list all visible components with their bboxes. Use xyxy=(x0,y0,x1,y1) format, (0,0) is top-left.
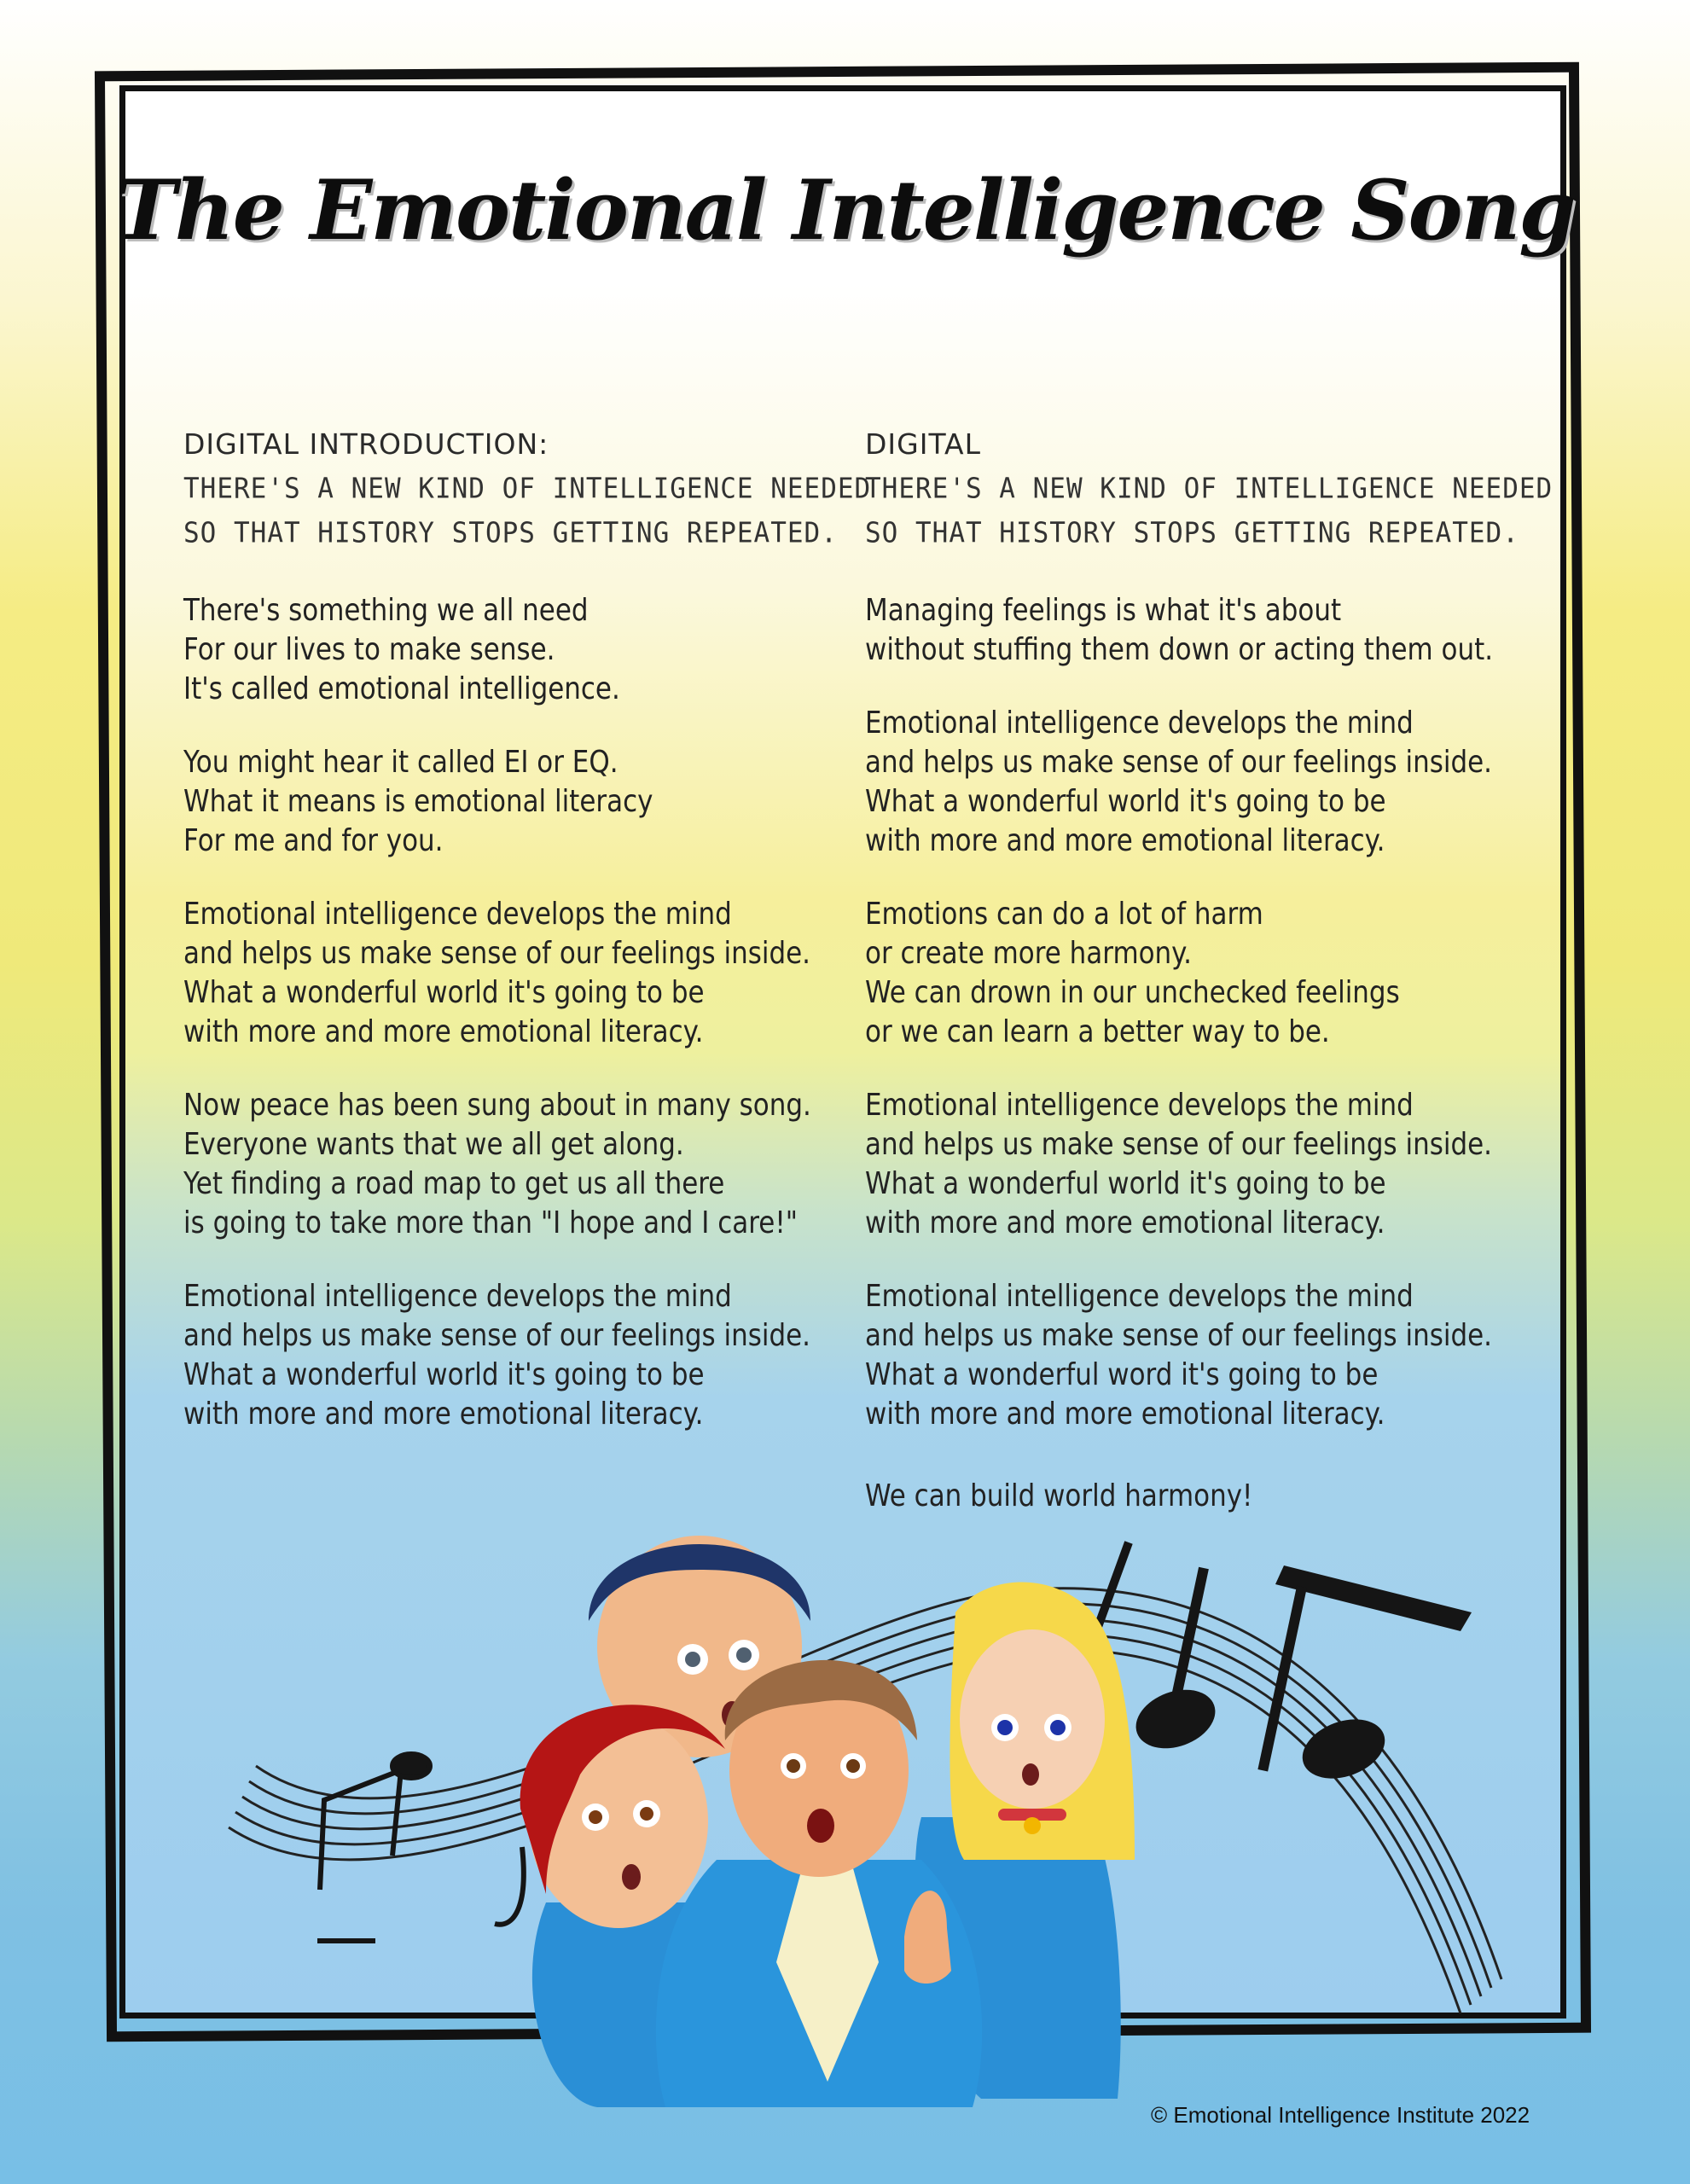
left-stanza-4 xyxy=(183,1086,866,1243)
right-stanza-1 xyxy=(865,591,1548,670)
copyright-notice: © Emotional Intelligence Institute 2022 xyxy=(1151,2102,1530,2128)
lyric-line: What a wonderful word it's going to be xyxy=(865,1357,1379,1392)
lyric-line: Emotional intelligence develops the mind xyxy=(865,1279,1414,1314)
lyric-line: with more and more emotional literacy. xyxy=(183,1397,704,1432)
left-heading: DIGITAL INTRODUCTION: xyxy=(183,427,549,461)
right-closing xyxy=(865,1477,1548,1516)
right-heading: DIGITAL xyxy=(865,427,982,461)
lyric-line: For our lives to make sense. xyxy=(183,632,555,667)
lyric-line: Emotional intelligence develops the mind xyxy=(183,897,732,932)
right-stanza-4 xyxy=(865,1086,1548,1243)
left-stanza-3 xyxy=(183,895,866,1052)
lyric-line: with more and more emotional literacy. xyxy=(865,823,1385,858)
right-stanza-3 xyxy=(865,895,1548,1052)
lyric-line: and helps us make sense of our feelings inside. xyxy=(865,745,1493,780)
closing-line: We can build world harmony! xyxy=(865,1478,1253,1513)
lyric-line: Yet finding a road map to get us all there xyxy=(183,1166,725,1201)
left-column xyxy=(183,0,872,1434)
lyric-line: Everyone wants that we all get along. xyxy=(183,1127,684,1162)
lyric-line: Emotional intelligence develops the mind xyxy=(865,706,1414,741)
lyric-line: Managing feelings is what it's about xyxy=(865,593,1342,628)
lyric-line: and helps us make sense of our feelings inside. xyxy=(183,936,811,971)
lyric-line: and helps us make sense of our feelings inside. xyxy=(183,1318,811,1353)
left-stanza-2 xyxy=(183,743,866,861)
lyric-line: We can drown in our unchecked feelings xyxy=(865,975,1400,1010)
right-digital-line: SO THAT HISTORY STOPS GETTING REPEATED. xyxy=(865,517,1519,549)
left-digital-line: SO THAT HISTORY STOPS GETTING REPEATED. xyxy=(183,517,838,549)
left-stanza-1 xyxy=(183,591,866,709)
lyric-line: What a wonderful world it's going to be xyxy=(865,1166,1386,1201)
lyric-line: For me and for you. xyxy=(183,823,444,858)
lyric-line: is going to take more than "I hope and I care!" xyxy=(183,1205,798,1240)
lyric-line: What it means is emotional literacy xyxy=(183,784,653,819)
lyric-line: and helps us make sense of our feelings inside. xyxy=(865,1318,1493,1353)
lyric-line: Emotional intelligence develops the mind xyxy=(183,1279,732,1314)
lyric-line: with more and more emotional literacy. xyxy=(865,1205,1385,1240)
left-stanza-5 xyxy=(183,1277,866,1434)
left-digital-line: THERE'S A NEW KIND OF INTELLIGENCE NEEDED xyxy=(183,473,872,505)
lyric-line: Emotions can do a lot of harm xyxy=(865,897,1263,932)
lyric-line: without stuffing them down or acting them out. xyxy=(865,632,1494,667)
song-title: The Emotional Intelligence Song xyxy=(115,162,1575,258)
lyric-line: There's something we all need xyxy=(183,593,589,628)
lyric-line: Emotional intelligence develops the mind xyxy=(865,1088,1414,1123)
lyric-line: What a wonderful world it's going to be xyxy=(183,975,705,1010)
lyric-line: or create more harmony. xyxy=(865,936,1192,971)
lyric-line: You might hear it called EI or EQ. xyxy=(183,745,619,780)
right-stanza-5 xyxy=(865,1277,1548,1434)
right-digital-line: THERE'S A NEW KIND OF INTELLIGENCE NEEDED xyxy=(865,473,1554,505)
lyric-line: with more and more emotional literacy. xyxy=(865,1397,1385,1432)
lyric-line: or we can learn a better way to be. xyxy=(865,1014,1330,1049)
lyric-line: with more and more emotional literacy. xyxy=(183,1014,704,1049)
lyric-line: and helps us make sense of our feelings inside. xyxy=(865,1127,1493,1162)
right-column xyxy=(865,0,1554,1516)
right-stanza-2 xyxy=(865,704,1548,861)
lyric-line: It's called emotional intelligence. xyxy=(183,671,620,706)
lyric-line: What a wonderful world it's going to be xyxy=(183,1357,705,1392)
lyric-line: What a wonderful world it's going to be xyxy=(865,784,1386,819)
lyric-line: Now peace has been sung about in many song. xyxy=(183,1088,811,1123)
